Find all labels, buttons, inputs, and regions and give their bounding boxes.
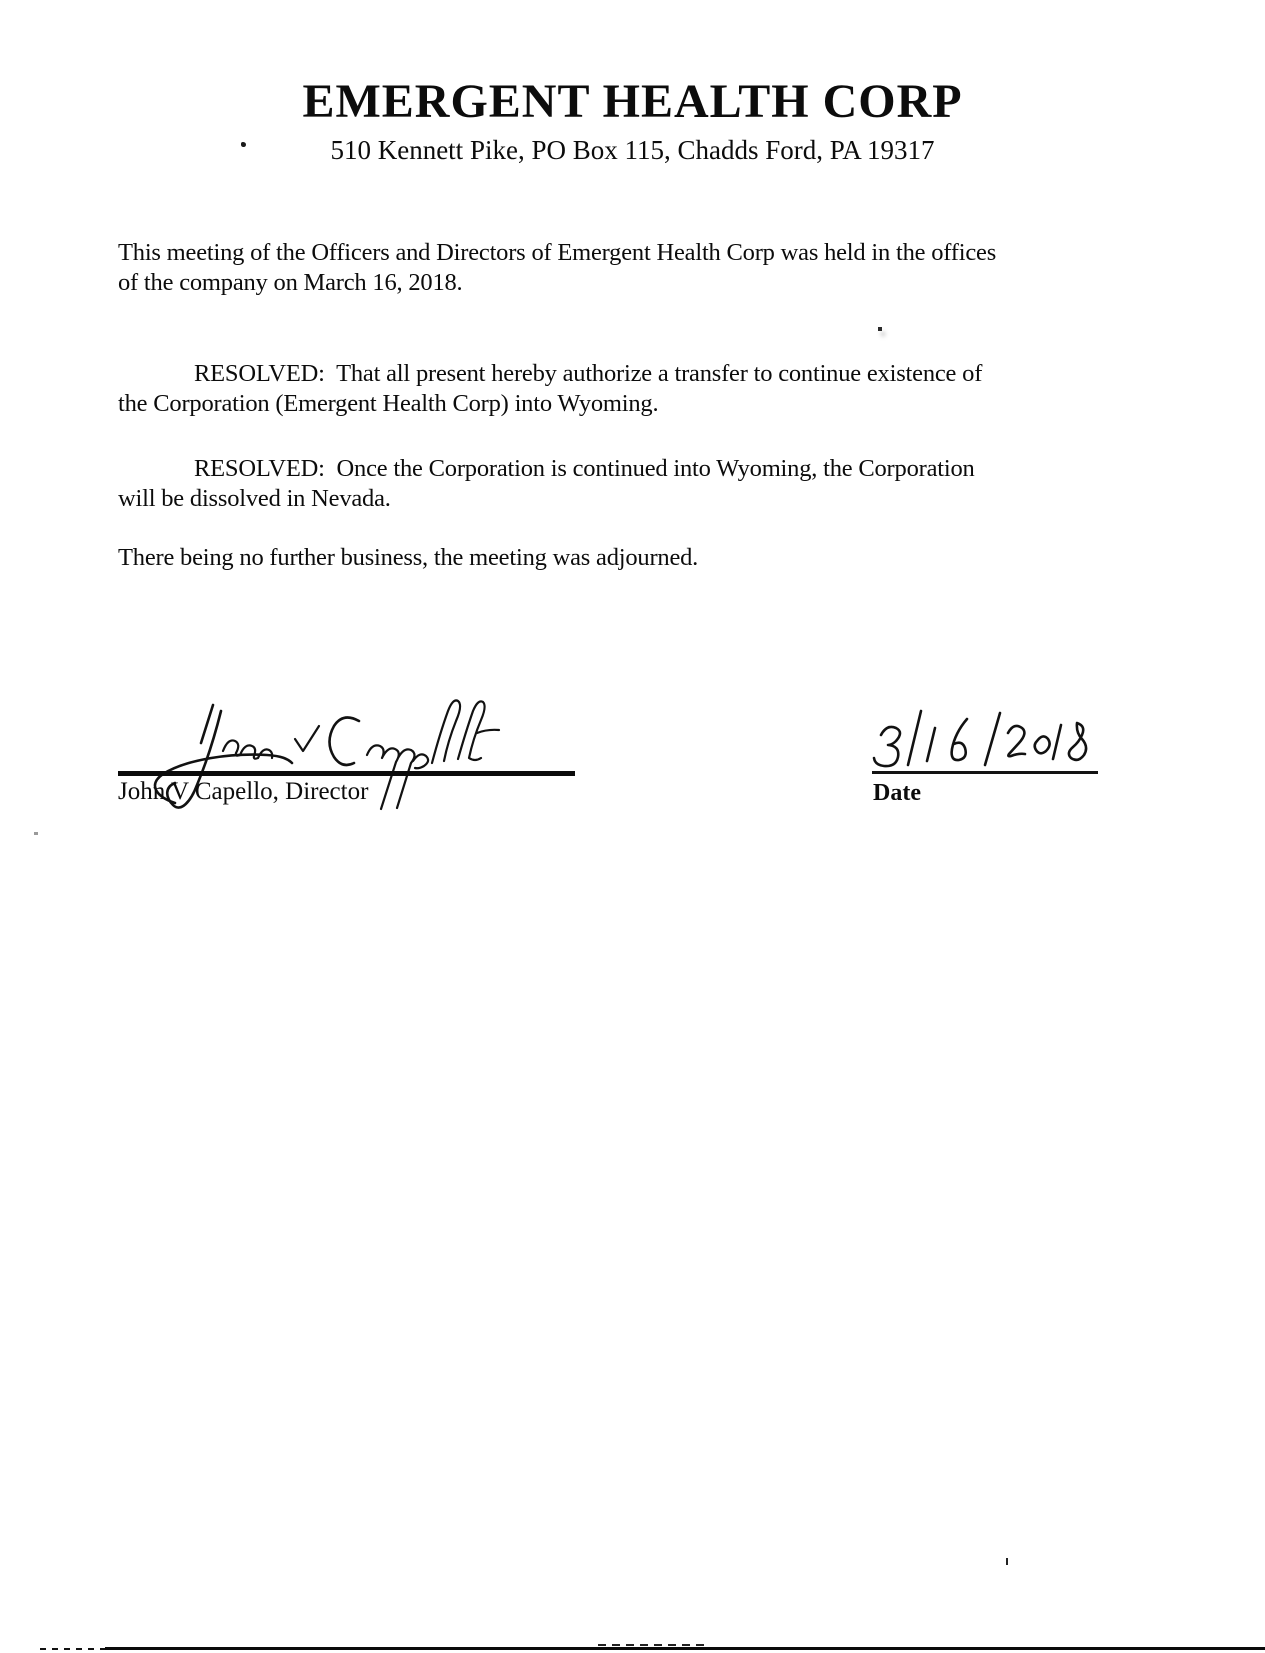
signatory-name-title: John V Capello, Director <box>118 778 369 805</box>
paragraph-line: of the company on March 16, 2018. <box>118 269 463 296</box>
paragraph-line: will be dissolved in Nevada. <box>118 485 391 512</box>
paragraph-line: RESOLVED: That all present hereby authorize a transfer to continue existence of <box>194 360 983 387</box>
scan-speck <box>241 142 246 147</box>
company-name-heading: EMERGENT HEALTH CORP <box>302 75 963 128</box>
handwritten-signature <box>135 693 515 828</box>
signature-rule-line <box>118 771 575 776</box>
date-label: Date <box>873 780 921 806</box>
scan-artifact-tick <box>1006 1558 1008 1565</box>
company-address: 510 Kennett Pike, PO Box 115, Chadds Ford, PA 19317 <box>330 135 935 165</box>
scan-speck <box>34 832 38 835</box>
paragraph-line: RESOLVED: Once the Corporation is continued into Wyoming, the Corporation <box>194 455 975 482</box>
paragraph-meeting-intro <box>118 238 1128 298</box>
paragraph-resolved-transfer <box>118 359 1128 419</box>
paragraph-line: There being no further business, the meeting was adjourned. <box>118 544 699 571</box>
date-rule-line <box>872 771 1098 774</box>
scan-artifact-bottom-line <box>105 1647 1265 1650</box>
scan-artifact-bottom-dashes-2 <box>598 1644 708 1646</box>
scan-speck <box>878 327 882 331</box>
handwritten-date <box>863 703 1098 771</box>
paragraph-adjournment <box>118 543 1128 573</box>
paragraph-line: the Corporation (Emergent Health Corp) into Wyoming. <box>118 390 659 417</box>
paragraph-line: This meeting of the Officers and Directors of Emergent Health Corp was held in the offices <box>118 239 997 266</box>
paragraph-resolved-dissolve <box>118 454 1128 514</box>
